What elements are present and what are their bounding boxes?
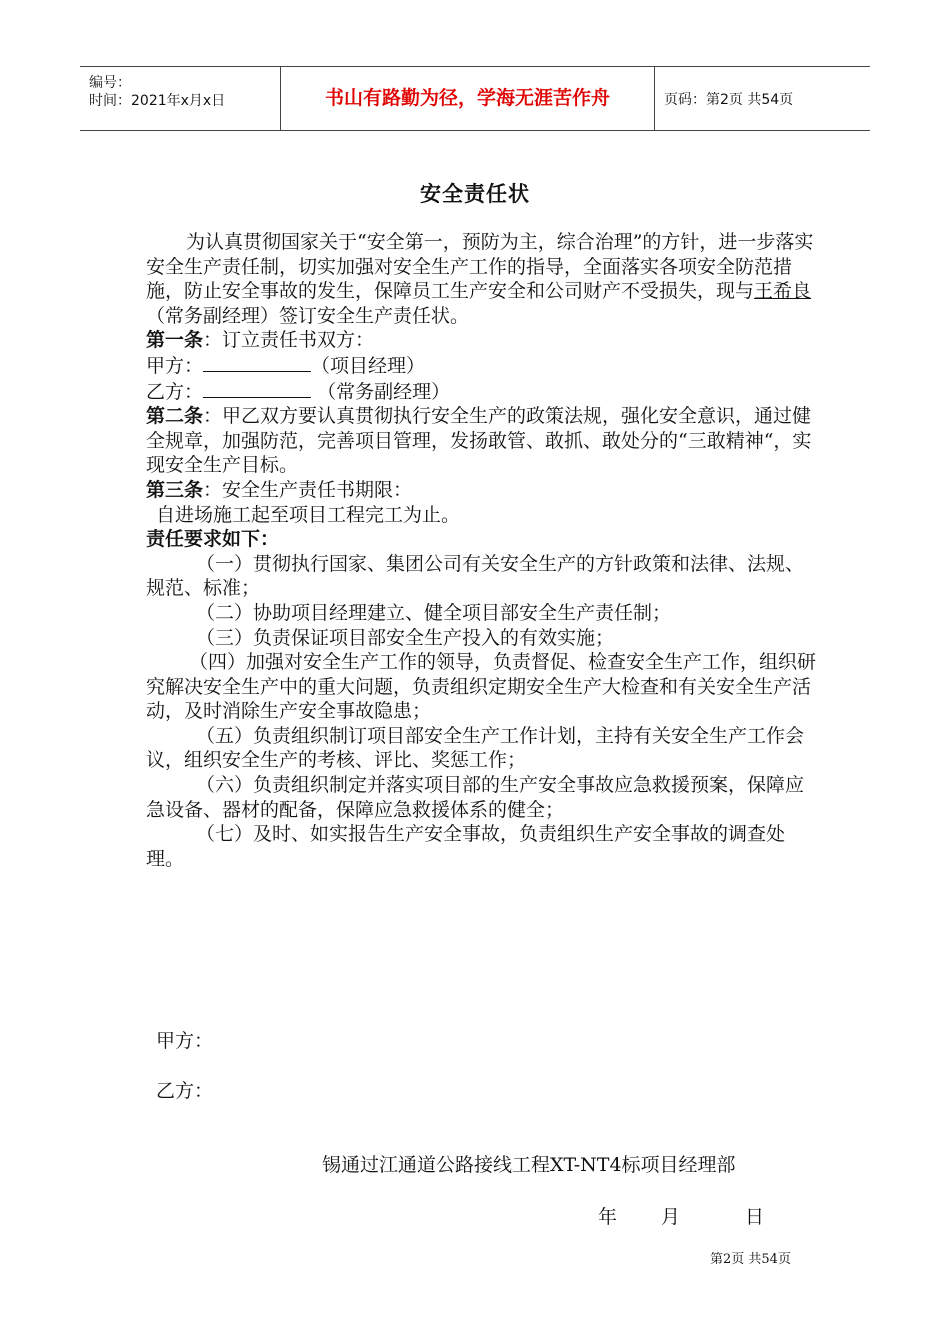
party-b-line <box>146 379 816 405</box>
signatory-name: 王希良 <box>754 280 812 303</box>
party-a-blank <box>203 353 311 372</box>
signature-organization: 锡通过江通道公路接线工程XT-NT4标项目经理部 <box>322 1154 736 1176</box>
signature-party-b: 乙方： <box>156 1080 214 1102</box>
article-2-head: 第二条 <box>146 405 204 428</box>
signature-date: 年 月 日 <box>598 1206 767 1228</box>
party-a-role: （项目经理） <box>311 354 426 377</box>
signature-party-a: 甲方： <box>156 1030 214 1052</box>
document-header <box>80 66 870 131</box>
requirement-1: （一）贯彻执行国家、集团公司有关安全生产的方针政策和法律、法规、规范、标准； <box>146 552 805 600</box>
party-b-blank <box>203 379 311 398</box>
article-1 <box>146 328 816 353</box>
header-page-label: 页码：第2页 共54页 <box>664 92 794 108</box>
header-meta-cell <box>80 67 281 130</box>
article-3 <box>146 478 816 503</box>
requirement-4: （四）加强对安全生产工作的领导，负责督促、检查安全生产工作，组织研究解决安全生产中的重大问题，负责组织定期安全生产大检查和有关安全生产活动，及时消除生产安全事故隐患； <box>146 651 817 723</box>
article-3-head: 第三条 <box>146 478 204 501</box>
term-text: 自进场施工起至项目工程完工为止。 <box>156 503 461 526</box>
requirement-7: （七）及时、如实报告生产安全事故，负责组织生产安全事故的调查处理。 <box>146 823 786 870</box>
header-motto: 书山有路勤为径，学海无涯苦作舟 <box>281 67 655 130</box>
article-2-text: ：甲乙双方要认真贯彻执行安全生产的政策法规，强化安全意识，通过健全规章，加强防范，完善项目管理，发扬敢管、敢抓、敢处分的“三敢精神“，实现安全生产目标。 <box>146 405 812 477</box>
article-3-text: ：安全生产责任书期限： <box>203 478 413 501</box>
intro-paragraph <box>146 230 816 328</box>
requirement-3: （三）负责保证项目部安全生产投入的有效实施； <box>196 626 615 649</box>
document-body <box>146 230 816 871</box>
article-1-text: ：订立责任书双方： <box>203 329 375 352</box>
party-b-label: 乙方： <box>146 380 204 403</box>
party-a-line <box>146 353 816 379</box>
requirements-heading: 责任要求如下： <box>146 528 280 551</box>
document-title: 安全责任状 <box>420 182 530 206</box>
party-a-label: 甲方： <box>146 354 204 377</box>
article-2 <box>146 404 816 478</box>
party-b-role: （常务副经理） <box>317 380 451 403</box>
requirement-2: （二）协助项目经理建立、健全项目部安全生产责任制； <box>196 601 672 624</box>
number-label: 编号： <box>89 75 131 91</box>
intro-text-after: （常务副经理）签订安全生产责任状。 <box>146 304 470 327</box>
page-footer: 第2页 共54页 <box>710 1252 791 1267</box>
intro-text-before: 为认真贯彻国家关于“安全第一，预防为主，综合治理”的方针，进一步落实安全生产责任制，切实加强对安全生产工作的指导，全面落实各项安全防范措施，防止安全事故的发生，保障员工生产安全和公司财产不受损失，现与 <box>146 231 814 303</box>
article-1-head: 第一条 <box>146 329 204 352</box>
requirement-6: （六）负责组织制定并落实项目部的生产安全事故应急救援预案，保障应急设备、器材的配备，保障应急救援体系的健全； <box>146 774 805 821</box>
time-label: 时间：2021年x月x日 <box>89 93 226 109</box>
requirement-5: （五）负责组织制订项目部安全生产工作计划，主持有关安全生产工作会议，组织安全生产的考核、评比、奖惩工作； <box>146 724 805 772</box>
